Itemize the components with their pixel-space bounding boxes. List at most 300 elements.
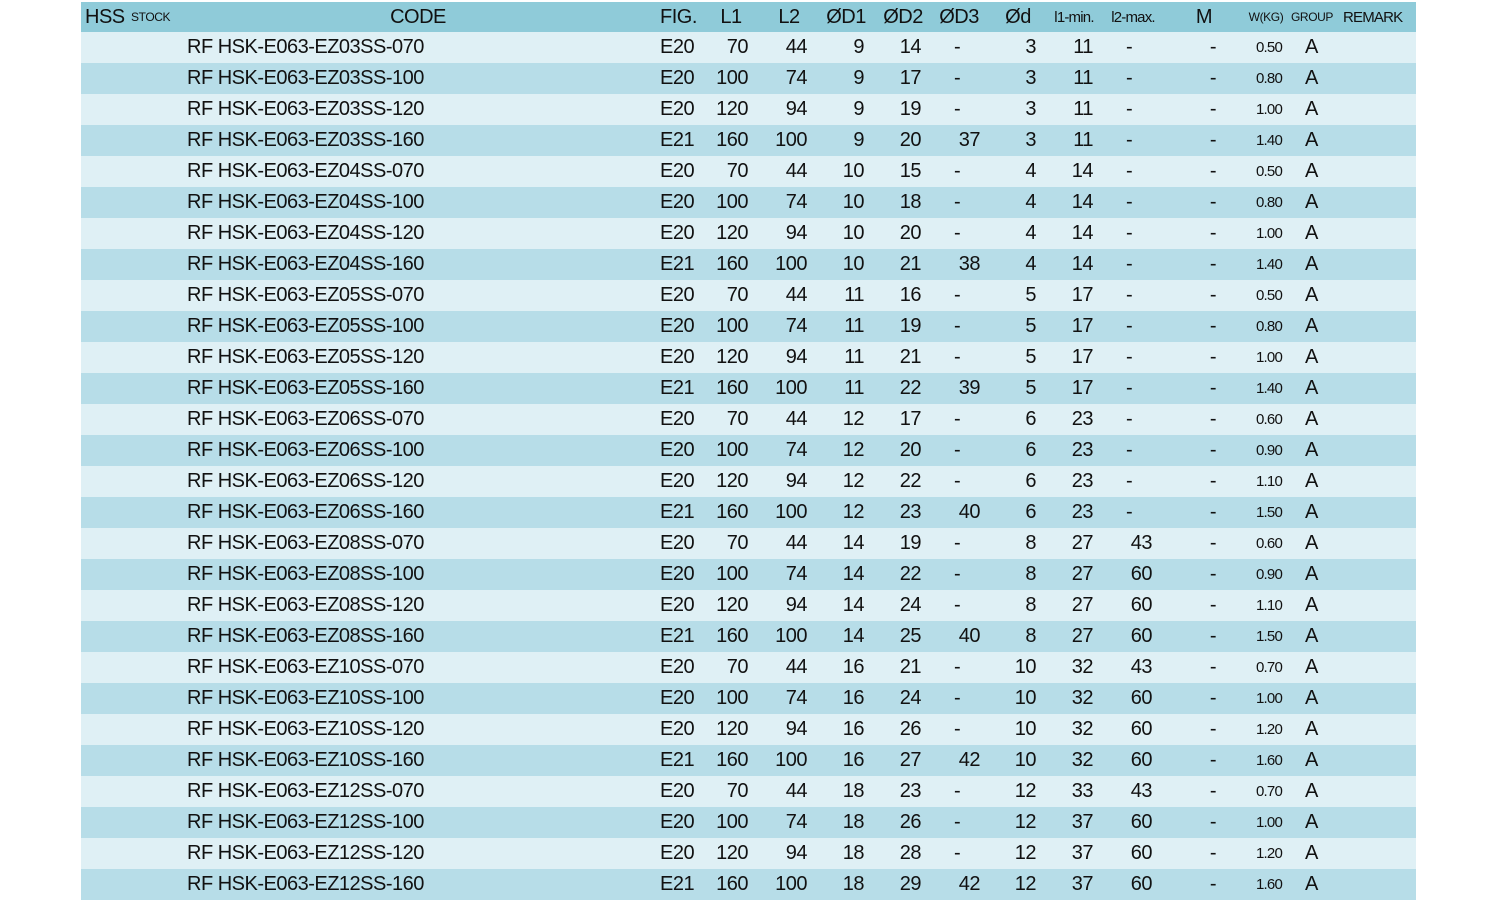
cell-m: -: [1209, 377, 1216, 399]
cell-d1: 14: [842, 594, 864, 616]
cell-code: RF HSK-E063-EZ06SS-070: [187, 408, 424, 430]
table-header: [81, 2, 1416, 32]
cell-l1min: 17: [1071, 315, 1093, 337]
cell-m: -: [1209, 191, 1216, 213]
cell-m: -: [1209, 222, 1216, 244]
cell-l1min: 32: [1071, 718, 1093, 740]
cell-d1: 18: [842, 842, 864, 864]
cell-group: A: [1305, 129, 1318, 151]
header-d3: ØD3: [939, 5, 979, 28]
cell-d: 5: [1025, 315, 1036, 337]
cell-group: A: [1305, 191, 1318, 213]
cell-fig: E20: [660, 439, 695, 461]
cell-d3: -: [954, 346, 961, 368]
cell-l2: 94: [785, 470, 807, 492]
cell-l1min: 33: [1071, 780, 1093, 802]
cell-code: RF HSK-E063-EZ08SS-160: [187, 625, 424, 647]
cell-w: 0.60: [1256, 411, 1282, 428]
cell-d3: 42: [958, 749, 980, 771]
table-row: [81, 528, 1416, 559]
cell-l1: 100: [716, 67, 748, 89]
cell-l1min: 32: [1071, 749, 1093, 771]
cell-d3: -: [954, 36, 961, 58]
cell-l2max: -: [1126, 408, 1133, 430]
table-row: [81, 94, 1416, 125]
cell-l2max: -: [1126, 315, 1133, 337]
cell-l2max: -: [1126, 377, 1133, 399]
cell-d1: 18: [842, 811, 864, 833]
cell-m: -: [1209, 873, 1216, 895]
cell-code: RF HSK-E063-EZ12SS-100: [187, 811, 424, 833]
cell-l1: 120: [716, 346, 748, 368]
cell-code: RF HSK-E063-EZ05SS-120: [187, 346, 424, 368]
cell-l1min: 23: [1071, 439, 1093, 461]
cell-l1: 120: [716, 222, 748, 244]
cell-l2max: -: [1126, 160, 1133, 182]
cell-m: -: [1209, 129, 1216, 151]
cell-d2: 17: [899, 408, 921, 430]
cell-group: A: [1305, 780, 1318, 802]
cell-l2: 74: [785, 439, 807, 461]
header-weight: W(KG): [1248, 10, 1284, 24]
cell-m: -: [1209, 36, 1216, 58]
cell-l1: 100: [716, 811, 748, 833]
cell-d2: 19: [899, 98, 921, 120]
cell-d3: -: [954, 470, 961, 492]
cell-l2: 100: [775, 129, 807, 151]
cell-d2: 25: [899, 625, 921, 647]
cell-l2: 44: [785, 532, 807, 554]
cell-d3: -: [954, 160, 961, 182]
cell-l1min: 14: [1071, 222, 1093, 244]
cell-l2: 74: [785, 191, 807, 213]
table-row: [81, 342, 1416, 373]
cell-d2: 24: [899, 594, 921, 616]
cell-group: A: [1305, 408, 1318, 430]
cell-group: A: [1305, 470, 1318, 492]
cell-group: A: [1305, 625, 1318, 647]
cell-d1: 16: [842, 656, 864, 678]
header-code: CODE: [390, 5, 446, 28]
cell-code: RF HSK-E063-EZ05SS-070: [187, 284, 424, 306]
cell-l1min: 27: [1071, 625, 1093, 647]
cell-l1min: 37: [1071, 873, 1093, 895]
table-row: [81, 373, 1416, 404]
table-row: [81, 311, 1416, 342]
cell-l2max: 43: [1130, 532, 1152, 554]
cell-d3: 40: [958, 625, 980, 647]
cell-l2: 94: [785, 222, 807, 244]
cell-m: -: [1209, 98, 1216, 120]
cell-d3: -: [954, 594, 961, 616]
cell-d2: 22: [899, 563, 921, 585]
cell-d3: -: [954, 563, 961, 585]
cell-l2: 44: [785, 36, 807, 58]
cell-w: 0.90: [1256, 566, 1282, 583]
cell-m: -: [1209, 842, 1216, 864]
cell-d1: 16: [842, 687, 864, 709]
cell-group: A: [1305, 67, 1318, 89]
cell-fig: E20: [660, 222, 695, 244]
cell-group: A: [1305, 532, 1318, 554]
cell-l1min: 32: [1071, 656, 1093, 678]
cell-l1min: 37: [1071, 842, 1093, 864]
table-row: [81, 652, 1416, 683]
cell-fig: E20: [660, 718, 695, 740]
cell-d: 6: [1025, 470, 1036, 492]
cell-d3: 37: [958, 129, 980, 151]
cell-fig: E20: [660, 315, 695, 337]
cell-l1: 70: [726, 36, 748, 58]
cell-l2max: -: [1126, 470, 1133, 492]
cell-m: -: [1209, 563, 1216, 585]
table-row: [81, 559, 1416, 590]
cell-w: 1.00: [1256, 814, 1282, 831]
cell-w: 0.60: [1256, 535, 1282, 552]
cell-code: RF HSK-E063-EZ03SS-160: [187, 129, 424, 151]
cell-m: -: [1209, 749, 1216, 771]
cell-d1: 14: [842, 563, 864, 585]
cell-l1: 70: [726, 408, 748, 430]
table-row: [81, 497, 1416, 528]
cell-d1: 11: [844, 346, 864, 368]
cell-l1: 70: [726, 780, 748, 802]
cell-l1min: 11: [1073, 129, 1093, 151]
cell-l1: 160: [716, 873, 748, 895]
cell-l2max: -: [1126, 346, 1133, 368]
cell-d3: -: [954, 656, 961, 678]
cell-l2: 100: [775, 873, 807, 895]
cell-l2: 100: [775, 625, 807, 647]
cell-code: RF HSK-E063-EZ03SS-070: [187, 36, 424, 58]
cell-group: A: [1305, 687, 1318, 709]
header-l1-min: l1-min.: [1054, 8, 1094, 26]
cell-d3: -: [954, 67, 961, 89]
cell-l2: 94: [785, 98, 807, 120]
cell-d: 12: [1014, 873, 1036, 895]
cell-group: A: [1305, 222, 1318, 244]
table-row: [81, 32, 1416, 63]
cell-l2: 100: [775, 749, 807, 771]
cell-d: 6: [1025, 408, 1036, 430]
cell-l1: 100: [716, 563, 748, 585]
cell-l1min: 23: [1071, 470, 1093, 492]
cell-w: 0.70: [1256, 783, 1282, 800]
cell-group: A: [1305, 656, 1318, 678]
cell-l1: 100: [716, 315, 748, 337]
cell-m: -: [1209, 656, 1216, 678]
cell-m: -: [1209, 501, 1216, 523]
cell-fig: E20: [660, 594, 695, 616]
cell-l2: 100: [775, 377, 807, 399]
cell-group: A: [1305, 284, 1318, 306]
cell-l2max: -: [1126, 284, 1133, 306]
cell-w: 1.40: [1256, 380, 1282, 397]
cell-code: RF HSK-E063-EZ04SS-070: [187, 160, 424, 182]
cell-l2: 74: [785, 687, 807, 709]
cell-l2max: 60: [1130, 594, 1152, 616]
cell-m: -: [1209, 718, 1216, 740]
header-l1: L1: [720, 5, 742, 28]
cell-w: 1.20: [1256, 845, 1282, 862]
cell-d3: -: [954, 842, 961, 864]
cell-d: 5: [1025, 284, 1036, 306]
cell-m: -: [1209, 811, 1216, 833]
cell-l1min: 23: [1071, 501, 1093, 523]
cell-m: -: [1209, 253, 1216, 275]
cell-group: A: [1305, 98, 1318, 120]
cell-group: A: [1305, 346, 1318, 368]
cell-d1: 10: [842, 253, 864, 275]
cell-w: 0.50: [1256, 39, 1282, 56]
cell-d3: -: [954, 191, 961, 213]
cell-l2: 74: [785, 811, 807, 833]
cell-group: A: [1305, 315, 1318, 337]
cell-d1: 10: [842, 191, 864, 213]
cell-w: 0.90: [1256, 442, 1282, 459]
cell-code: RF HSK-E063-EZ04SS-120: [187, 222, 424, 244]
cell-l2max: -: [1126, 129, 1133, 151]
cell-group: A: [1305, 811, 1318, 833]
cell-d2: 18: [899, 191, 921, 213]
cell-group: A: [1305, 842, 1318, 864]
cell-d1: 10: [842, 222, 864, 244]
cell-d: 12: [1014, 842, 1036, 864]
cell-l1min: 11: [1073, 67, 1093, 89]
cell-d2: 23: [899, 501, 921, 523]
cell-code: RF HSK-E063-EZ06SS-120: [187, 470, 424, 492]
table-row: [81, 869, 1416, 900]
cell-l1: 70: [726, 160, 748, 182]
cell-code: RF HSK-E063-EZ10SS-100: [187, 687, 424, 709]
cell-d3: -: [954, 811, 961, 833]
cell-d2: 21: [899, 346, 921, 368]
cell-fig: E20: [660, 470, 695, 492]
cell-d1: 10: [842, 160, 864, 182]
cell-d2: 14: [899, 36, 921, 58]
cell-w: 1.60: [1256, 752, 1282, 769]
cell-m: -: [1209, 160, 1216, 182]
cell-code: RF HSK-E063-EZ06SS-100: [187, 439, 424, 461]
cell-code: RF HSK-E063-EZ05SS-100: [187, 315, 424, 337]
cell-d1: 11: [844, 315, 864, 337]
cell-fig: E21: [660, 253, 695, 275]
table-row: [81, 838, 1416, 869]
cell-l2max: 60: [1130, 811, 1152, 833]
cell-group: A: [1305, 377, 1318, 399]
cell-d3: -: [954, 687, 961, 709]
cell-fig: E20: [660, 346, 695, 368]
cell-d2: 29: [899, 873, 921, 895]
cell-d: 10: [1014, 687, 1036, 709]
cell-d: 3: [1025, 67, 1036, 89]
cell-l2max: -: [1126, 501, 1133, 523]
cell-fig: E20: [660, 36, 695, 58]
cell-d2: 21: [899, 656, 921, 678]
header-d2: ØD2: [883, 5, 923, 28]
cell-w: 0.70: [1256, 659, 1282, 676]
cell-l2: 94: [785, 842, 807, 864]
cell-d1: 9: [853, 98, 864, 120]
cell-l1min: 27: [1071, 563, 1093, 585]
cell-d3: -: [954, 98, 961, 120]
cell-d2: 20: [899, 129, 921, 151]
cell-d3: 42: [958, 873, 980, 895]
cell-group: A: [1305, 253, 1318, 275]
cell-fig: E20: [660, 408, 695, 430]
cell-d1: 18: [842, 780, 864, 802]
cell-l1: 160: [716, 253, 748, 275]
header-l2: L2: [778, 5, 800, 28]
cell-code: RF HSK-E063-EZ08SS-100: [187, 563, 424, 585]
cell-w: 0.80: [1256, 70, 1282, 87]
cell-fig: E20: [660, 284, 695, 306]
table-row: [81, 63, 1416, 94]
cell-l2: 74: [785, 563, 807, 585]
cell-l1: 120: [716, 98, 748, 120]
header-fig: FIG.: [660, 5, 697, 28]
cell-d2: 19: [899, 315, 921, 337]
table-row: [81, 435, 1416, 466]
table-row: [81, 218, 1416, 249]
cell-w: 1.40: [1256, 256, 1282, 273]
cell-code: RF HSK-E063-EZ04SS-100: [187, 191, 424, 213]
cell-group: A: [1305, 36, 1318, 58]
cell-l2: 74: [785, 67, 807, 89]
cell-w: 1.50: [1256, 628, 1282, 645]
cell-l2max: -: [1126, 98, 1133, 120]
cell-l1min: 32: [1071, 687, 1093, 709]
cell-fig: E21: [660, 129, 695, 151]
cell-l2max: 60: [1130, 749, 1152, 771]
cell-code: RF HSK-E063-EZ05SS-160: [187, 377, 424, 399]
cell-m: -: [1209, 780, 1216, 802]
cell-code: RF HSK-E063-EZ12SS-160: [187, 873, 424, 895]
cell-code: RF HSK-E063-EZ12SS-120: [187, 842, 424, 864]
cell-group: A: [1305, 749, 1318, 771]
cell-d: 8: [1025, 625, 1036, 647]
cell-l2: 94: [785, 718, 807, 740]
cell-d2: 24: [899, 687, 921, 709]
cell-w: 0.80: [1256, 194, 1282, 211]
cell-d: 4: [1025, 160, 1036, 182]
cell-m: -: [1209, 687, 1216, 709]
cell-w: 1.00: [1256, 101, 1282, 118]
cell-fig: E20: [660, 656, 695, 678]
table-row: [81, 280, 1416, 311]
cell-l2max: 43: [1130, 656, 1152, 678]
cell-code: RF HSK-E063-EZ08SS-120: [187, 594, 424, 616]
cell-d: 12: [1014, 811, 1036, 833]
cell-w: 1.50: [1256, 504, 1282, 521]
cell-l1: 70: [726, 284, 748, 306]
cell-l2max: 60: [1130, 718, 1152, 740]
cell-l2max: -: [1126, 222, 1133, 244]
cell-d1: 11: [844, 284, 864, 306]
cell-l1min: 17: [1071, 377, 1093, 399]
cell-d: 4: [1025, 222, 1036, 244]
header-remark: REMARK: [1343, 8, 1403, 26]
cell-l1min: 14: [1071, 253, 1093, 275]
header-d: Ød: [1005, 5, 1031, 28]
header-m: M: [1195, 5, 1213, 28]
cell-l1min: 14: [1071, 191, 1093, 213]
cell-code: RF HSK-E063-EZ04SS-160: [187, 253, 424, 275]
cell-d1: 16: [842, 749, 864, 771]
cell-d2: 22: [899, 377, 921, 399]
spec-table: [81, 2, 1416, 900]
cell-fig: E20: [660, 811, 695, 833]
cell-fig: E20: [660, 160, 695, 182]
cell-d: 10: [1014, 656, 1036, 678]
header-group: GROUP: [1291, 10, 1334, 24]
cell-d1: 9: [853, 36, 864, 58]
cell-l1: 160: [716, 501, 748, 523]
cell-fig: E21: [660, 749, 695, 771]
cell-w: 0.50: [1256, 163, 1282, 180]
cell-d2: 27: [899, 749, 921, 771]
cell-group: A: [1305, 439, 1318, 461]
cell-d3: -: [954, 780, 961, 802]
cell-w: 1.60: [1256, 876, 1282, 893]
cell-m: -: [1209, 594, 1216, 616]
cell-l2max: -: [1126, 191, 1133, 213]
cell-m: -: [1209, 284, 1216, 306]
table-row: [81, 187, 1416, 218]
cell-d1: 18: [842, 873, 864, 895]
cell-l2: 44: [785, 284, 807, 306]
cell-l1: 120: [716, 718, 748, 740]
cell-l1: 100: [716, 191, 748, 213]
cell-l2max: 60: [1130, 842, 1152, 864]
cell-w: 1.00: [1256, 225, 1282, 242]
cell-l1min: 37: [1071, 811, 1093, 833]
cell-d1: 14: [842, 532, 864, 554]
cell-fig: E20: [660, 98, 695, 120]
header-l2-max: l2-max.: [1111, 8, 1155, 26]
cell-d1: 9: [853, 67, 864, 89]
cell-d3: -: [954, 315, 961, 337]
cell-d: 8: [1025, 563, 1036, 585]
cell-l1min: 23: [1071, 408, 1093, 430]
cell-l1min: 11: [1073, 98, 1093, 120]
cell-l1: 70: [726, 656, 748, 678]
cell-d: 5: [1025, 346, 1036, 368]
cell-d2: 17: [899, 67, 921, 89]
cell-l1: 160: [716, 377, 748, 399]
cell-fig: E20: [660, 842, 695, 864]
table-row: [81, 404, 1416, 435]
cell-group: A: [1305, 718, 1318, 740]
cell-l1: 160: [716, 625, 748, 647]
cell-m: -: [1209, 315, 1216, 337]
cell-l2: 100: [775, 253, 807, 275]
table-row: [81, 621, 1416, 652]
cell-d: 4: [1025, 191, 1036, 213]
cell-w: 1.40: [1256, 132, 1282, 149]
cell-code: RF HSK-E063-EZ10SS-160: [187, 749, 424, 771]
cell-l2max: -: [1126, 36, 1133, 58]
cell-m: -: [1209, 470, 1216, 492]
cell-code: RF HSK-E063-EZ03SS-120: [187, 98, 424, 120]
cell-w: 1.00: [1256, 690, 1282, 707]
cell-fig: E21: [660, 625, 695, 647]
cell-code: RF HSK-E063-EZ12SS-070: [187, 780, 424, 802]
cell-d2: 26: [899, 811, 921, 833]
cell-d: 3: [1025, 129, 1036, 151]
cell-l1: 100: [716, 439, 748, 461]
cell-l2max: 60: [1130, 625, 1152, 647]
